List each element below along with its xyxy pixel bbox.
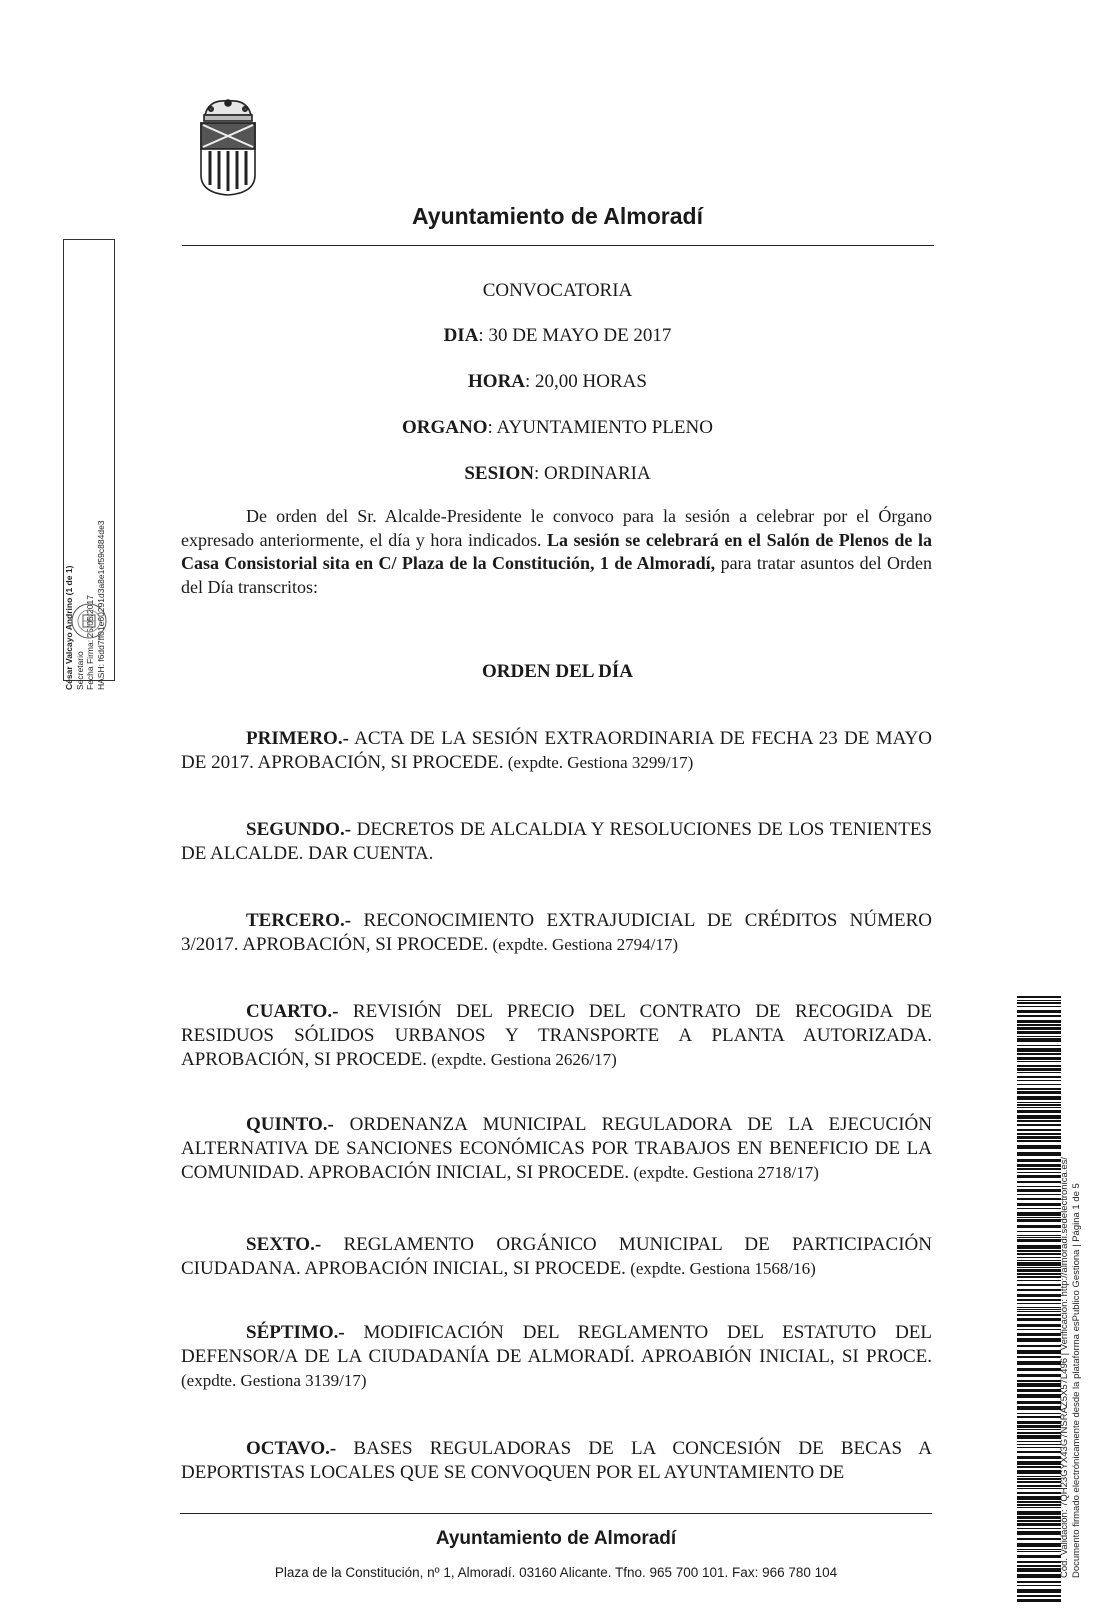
barcode-stripe <box>1017 1088 1061 1090</box>
barcode-stripe <box>1017 1478 1061 1480</box>
barcode-stripe <box>1017 1091 1061 1094</box>
barcode-stripe <box>1017 1102 1061 1103</box>
barcode-stripe <box>1017 1164 1061 1167</box>
convocatoria-title: CONVOCATORIA <box>482 280 633 301</box>
barcode-stripe <box>1017 1061 1061 1062</box>
barcode-stripe <box>1017 1333 1061 1336</box>
barcode-stripe <box>1017 1120 1061 1122</box>
barcode-stripe <box>1017 1152 1061 1156</box>
agenda-item-text: DECRETOS DE ALCALDIA Y RESOLUCIONES DE LOS TENIENTES DE ALCALDE. DAR CUENTA. <box>181 819 932 864</box>
intro-location-text: La sesión se celebrará en el Salón de Plenos de la Casa Consistorial sita en C/ Plaza de la Constitución, 1 de Almoradí, <box>181 529 932 573</box>
barcode-stripe <box>1017 1585 1061 1586</box>
barcode-stripe <box>1017 1031 1061 1034</box>
signature-hash: HASH: f6dd7ff01e60291d3a8e1ef59c884de3 <box>95 520 106 690</box>
barcode-stripe <box>1017 1528 1061 1529</box>
barcode-stripe <box>1017 1476 1061 1477</box>
agenda-item-expediente: (expdte. Gestiona 1568/16) <box>625 1259 816 1278</box>
organo-label: ORGANO <box>402 417 488 438</box>
barcode-stripe <box>1017 1345 1061 1347</box>
barcode-stripe <box>1017 1045 1061 1046</box>
barcode-stripe <box>1017 1451 1061 1453</box>
footer-divider <box>180 1513 932 1514</box>
barcode-stripe <box>1017 1425 1061 1428</box>
barcode-stripe <box>1017 1374 1061 1377</box>
coat-of-arms-logo <box>197 97 259 197</box>
agenda-item <box>181 1000 932 1072</box>
barcode-stripe <box>1017 1168 1061 1170</box>
barcode-stripe <box>1017 1303 1061 1304</box>
barcode-stripe <box>1017 1394 1061 1398</box>
barcode-stripe <box>1017 1401 1061 1404</box>
barcode-stripe <box>1017 1280 1061 1281</box>
barcode-stripe <box>1017 1208 1061 1209</box>
barcode-stripe <box>1017 1307 1061 1308</box>
agenda-item-label: QUINTO.- <box>246 1114 334 1135</box>
barcode-stripe <box>1017 1189 1061 1192</box>
intro-end-text: para tratar asuntos del Orden del Día transcritos: <box>181 553 932 597</box>
barcode-stripe <box>1017 1212 1061 1216</box>
organo-value: : AYUNTAMIENTO PLENO <box>487 417 713 438</box>
barcode-stripe <box>1017 1076 1061 1078</box>
agenda-item-expediente: (expdte. Gestiona 3139/17) <box>181 1371 367 1390</box>
validation-platform: Documento firmado electrónicamente desde la plataforma esPublico Gestiona | Página 1 de 5 <box>1071 1183 1082 1578</box>
orden-del-dia-title: ORDEN DEL DÍA <box>482 661 633 682</box>
dia-label: DIA <box>443 325 479 346</box>
barcode-stripe <box>1017 1273 1061 1275</box>
hora-line <box>180 371 935 393</box>
barcode-stripe <box>1017 1456 1061 1459</box>
barcode-stripe <box>1017 1172 1061 1173</box>
barcode-stripe <box>1017 1511 1061 1515</box>
barcode-stripe <box>1017 1038 1061 1042</box>
barcode-stripe <box>1017 1136 1061 1139</box>
barcode-stripe <box>1017 1416 1061 1418</box>
barcode-stripe <box>1017 1470 1061 1474</box>
barcode-stripe <box>1017 1314 1061 1316</box>
barcode-stripe <box>1017 1481 1061 1483</box>
validation-code: Cód. Validación: 7QH23GYX43G7NSRAZ5X57L496 | Verificación: http://almoradi.sedelectronica.es/ <box>1059 1156 1070 1578</box>
barcode-stripe <box>1017 1492 1061 1494</box>
agenda-item <box>181 909 932 957</box>
barcode-stripe <box>1017 1444 1061 1445</box>
barcode-stripe <box>1017 1432 1061 1434</box>
barcode-stripe <box>1017 1429 1061 1430</box>
barcode-stripe <box>1017 1523 1061 1526</box>
barcode-stripe <box>1017 1435 1061 1439</box>
barcode-stripe <box>1017 1124 1061 1126</box>
barcode-stripe <box>1017 1581 1061 1583</box>
barcode-stripe <box>1017 1299 1061 1301</box>
sesion-label: SESION <box>464 463 535 484</box>
barcode-stripe <box>1017 1595 1061 1597</box>
barcode-stripe <box>1017 1466 1061 1468</box>
barcode-stripe <box>1017 1129 1061 1131</box>
barcode-stripe <box>1017 1110 1061 1113</box>
barcode-stripe <box>1017 996 1061 998</box>
barcode-stripe <box>1017 1084 1061 1085</box>
barcode-stripe <box>1017 1235 1061 1236</box>
barcode-stripe <box>1017 1413 1061 1414</box>
barcode-stripe <box>1017 1257 1061 1258</box>
barcode-stripe <box>1017 1551 1061 1552</box>
barcode-stripe <box>1017 1361 1061 1365</box>
header-divider <box>182 245 934 246</box>
agenda-item-text: MODIFICACIÓN DEL REGLAMENTO DEL ESTATUTO DEL DEFENSOR/A DE LA CIUDADANÍA DE ALMORADÍ. APROABIÓN INICIAL, SI PROCE. <box>181 1322 932 1367</box>
barcode-stripe <box>1017 1237 1061 1238</box>
barcode-stripe <box>1017 1538 1061 1540</box>
barcode-stripe <box>1017 1145 1061 1149</box>
barcode-stripe <box>1017 1329 1061 1330</box>
barcode-stripe <box>1017 1267 1061 1268</box>
barcode-stripe <box>1017 1027 1061 1030</box>
barcode-stripe <box>1017 1531 1061 1535</box>
agenda-item <box>181 727 932 775</box>
validation-block <box>1059 958 1085 1578</box>
agenda-item-text: REGLAMENTO ORGÁNICO MUNICIPAL DE PARTICIPACIÓN CIUDADANA. APROBACIÓN INICIAL, SI PROCEDE. <box>181 1234 932 1279</box>
dia-value: : 30 DE MAYO DE 2017 <box>478 325 672 346</box>
footer-address: Plaza de la Constitución, nº 1, Almoradí. 03160 Alicante. Tfno. 965 700 101. Fax: 966 780 104 <box>274 1565 838 1580</box>
barcode-stripe <box>1017 1565 1061 1567</box>
barcode-stripe <box>1017 1276 1061 1278</box>
barcode-stripe <box>1017 1555 1061 1558</box>
barcode-stripe <box>1017 1015 1061 1017</box>
barcode-stripe <box>1017 1024 1061 1026</box>
barcode-stripe <box>1017 1284 1061 1286</box>
barcode-stripe <box>1017 1107 1061 1108</box>
agenda-item-expediente: (expdte. Gestiona 3299/17) <box>503 753 694 772</box>
barcode-stripe <box>1017 1561 1061 1563</box>
barcode-icon <box>1017 996 1061 1606</box>
agenda-item <box>181 818 932 866</box>
barcode-stripe <box>1017 1309 1061 1310</box>
hora-label: HORA <box>468 371 526 392</box>
barcode-stripe <box>1017 1488 1061 1489</box>
barcode-stripe <box>1017 1080 1061 1081</box>
barcode-stripe <box>1017 1194 1061 1195</box>
sesion-line <box>180 463 935 485</box>
barcode-stripe <box>1017 1574 1061 1578</box>
agenda-item <box>181 1321 932 1393</box>
barcode-stripe <box>1017 1406 1061 1410</box>
barcode-stripe <box>1017 1501 1061 1503</box>
agenda-item-label: CUARTO.- <box>246 1001 339 1022</box>
barcode-stripe <box>1017 1441 1061 1442</box>
barcode-stripe <box>1017 1262 1061 1266</box>
barcode-stripe <box>1017 1549 1061 1550</box>
signature-date: Fecha Firma: 25/05/2017 <box>85 595 95 690</box>
barcode-stripe <box>1017 1010 1061 1013</box>
barcode-stripe <box>1017 1485 1061 1487</box>
barcode-stripe <box>1017 1507 1061 1508</box>
barcode-stripe <box>1017 1198 1061 1200</box>
barcode-stripe <box>1017 1245 1061 1249</box>
signer-role: Secretario <box>74 651 85 690</box>
header-title: Ayuntamiento de Almoradí <box>412 203 703 229</box>
agenda-item-expediente: (expdte. Gestiona 2718/17) <box>629 1163 819 1182</box>
barcode-stripe <box>1017 1520 1061 1522</box>
agenda-item <box>181 1437 932 1485</box>
barcode-stripe <box>1017 1318 1061 1321</box>
barcode-stripe <box>1017 1219 1061 1222</box>
barcode-stripe <box>1017 1217 1061 1218</box>
agenda-item <box>181 1113 932 1185</box>
barcode-stripe <box>1017 1311 1061 1312</box>
agenda-item-label: OCTAVO.- <box>246 1438 337 1459</box>
barcode-stripe <box>1017 1140 1061 1142</box>
barcode-stripe <box>1017 1289 1061 1291</box>
barcode-stripe <box>1017 1568 1061 1572</box>
barcode-stripe <box>1017 1260 1061 1261</box>
intro-text: De orden del Sr. Alcalde-Presidente le convoco para la sesión a celebrar por el Órgano expresado anteriormente, el día y hora indicados. <box>181 506 932 550</box>
barcode-stripe <box>1017 1006 1061 1007</box>
barcode-stripe <box>1017 1368 1061 1371</box>
agenda-item-text: REVISIÓN DEL PRECIO DEL CONTRATO DE RECOGIDA DE RESIDUOS SÓLIDOS URBANOS Y TRANSPORTE A PLANTA AUTORIZADA. APROBACIÓN, SI PROCEDE. <box>181 1001 932 1070</box>
barcode-stripe <box>1017 1048 1061 1052</box>
barcode-stripe <box>1017 1072 1061 1073</box>
barcode-stripe <box>1017 1461 1061 1465</box>
barcode-stripe <box>1017 1057 1061 1060</box>
barcode-stripe <box>1017 1496 1061 1500</box>
agenda-item-text: BASES REGULADORAS DE LA CONCESIÓN DE BECAS A DEPORTISTAS LOCALES QUE SE CONVOQUEN POR EL AYUNTAMIENTO DE <box>181 1438 932 1483</box>
barcode-stripe <box>1017 1516 1061 1519</box>
barcode-stripe <box>1017 1000 1061 1001</box>
digital-seal-icon <box>70 600 108 642</box>
barcode-stripe <box>1017 1133 1061 1135</box>
sesion-value: : ORDINARIA <box>534 463 651 484</box>
barcode-stripe <box>1017 1250 1061 1252</box>
barcode-stripe <box>1017 1383 1061 1387</box>
intro-paragraph <box>181 505 932 599</box>
barcode-stripe <box>1017 1186 1061 1187</box>
barcode-stripe <box>1017 1104 1061 1106</box>
hora-value: : 20,00 HORAS <box>525 371 647 392</box>
barcode-stripe <box>1017 1181 1061 1183</box>
barcode-stripe <box>1017 1231 1061 1232</box>
dia-line <box>180 325 935 347</box>
barcode-stripe <box>1017 1253 1061 1255</box>
agenda-item-label: SEGUNDO.- <box>246 819 352 840</box>
agenda-item-label: PRIMERO.- <box>246 728 349 749</box>
agenda-item-label: SÉPTIMO.- <box>246 1322 345 1343</box>
barcode-stripe <box>1017 1020 1061 1023</box>
barcode-stripe <box>1017 1294 1061 1297</box>
agenda-item-label: TERCERO.- <box>246 910 352 931</box>
footer-title: Ayuntamiento de Almoradí <box>435 1528 677 1549</box>
barcode-stripe <box>1017 1053 1061 1055</box>
agenda-item-text: ORDENANZA MUNICIPAL REGULADORA DE LA EJECUCIÓN ALTERNATIVA DE SANCIONES ECONÓMICAS POR TRABAJOS EN BENEFICIO DE LA COMUNIDAD. APROBACIÓN INICIAL, SI PROCEDE. <box>181 1114 932 1183</box>
barcode-stripe <box>1017 1203 1061 1206</box>
agenda-item <box>181 1233 932 1281</box>
agenda-item-expediente: (expdte. Gestiona 2794/17) <box>488 935 679 954</box>
barcode-stripe <box>1017 1389 1061 1392</box>
barcode-stripe <box>1017 1380 1061 1382</box>
barcode-stripe <box>1017 1324 1061 1327</box>
barcode-stripe <box>1017 1225 1061 1228</box>
barcode-stripe <box>1017 1269 1061 1272</box>
barcode-stripe <box>1017 1338 1061 1342</box>
barcode-stripe <box>1017 1543 1061 1547</box>
barcode-stripe <box>1017 1096 1061 1100</box>
barcode-stripe <box>1017 1239 1061 1242</box>
organo-line <box>180 417 935 439</box>
barcode-stripe <box>1017 1159 1061 1162</box>
barcode-stripe <box>1017 1421 1061 1424</box>
barcode-stripe <box>1017 1504 1061 1506</box>
agenda-item-label: SEXTO.- <box>246 1234 322 1255</box>
barcode-stripe <box>1017 1002 1061 1004</box>
barcode-stripe <box>1017 1068 1061 1071</box>
agenda-item-text: RECONOCIMIENTO EXTRAJUDICIAL DE CRÉDITOS NÚMERO 3/2017. APROBACIÓN, SI PROCEDE. <box>181 910 932 955</box>
barcode-stripe <box>1017 1356 1061 1358</box>
barcode-stripe <box>1017 1115 1061 1119</box>
barcode-stripe <box>1017 1036 1061 1037</box>
signer-name: César Valcayo Andrino (1 de 1) <box>64 565 74 690</box>
agenda-item-text: ACTA DE LA SESIÓN EXTRAORDINARIA DE FECHA 23 DE MAYO DE 2017. APROBACIÓN, SI PROCEDE. <box>181 728 932 773</box>
barcode-stripe <box>1017 1589 1061 1593</box>
barcode-stripe <box>1017 1350 1061 1354</box>
barcode-stripe <box>1017 1065 1061 1067</box>
agenda-item-expediente: (expdte. Gestiona 2626/17) <box>426 1050 617 1069</box>
barcode-stripe <box>1017 1175 1061 1178</box>
barcode-stripe <box>1017 1447 1061 1448</box>
barcode-stripe <box>1017 1599 1061 1602</box>
